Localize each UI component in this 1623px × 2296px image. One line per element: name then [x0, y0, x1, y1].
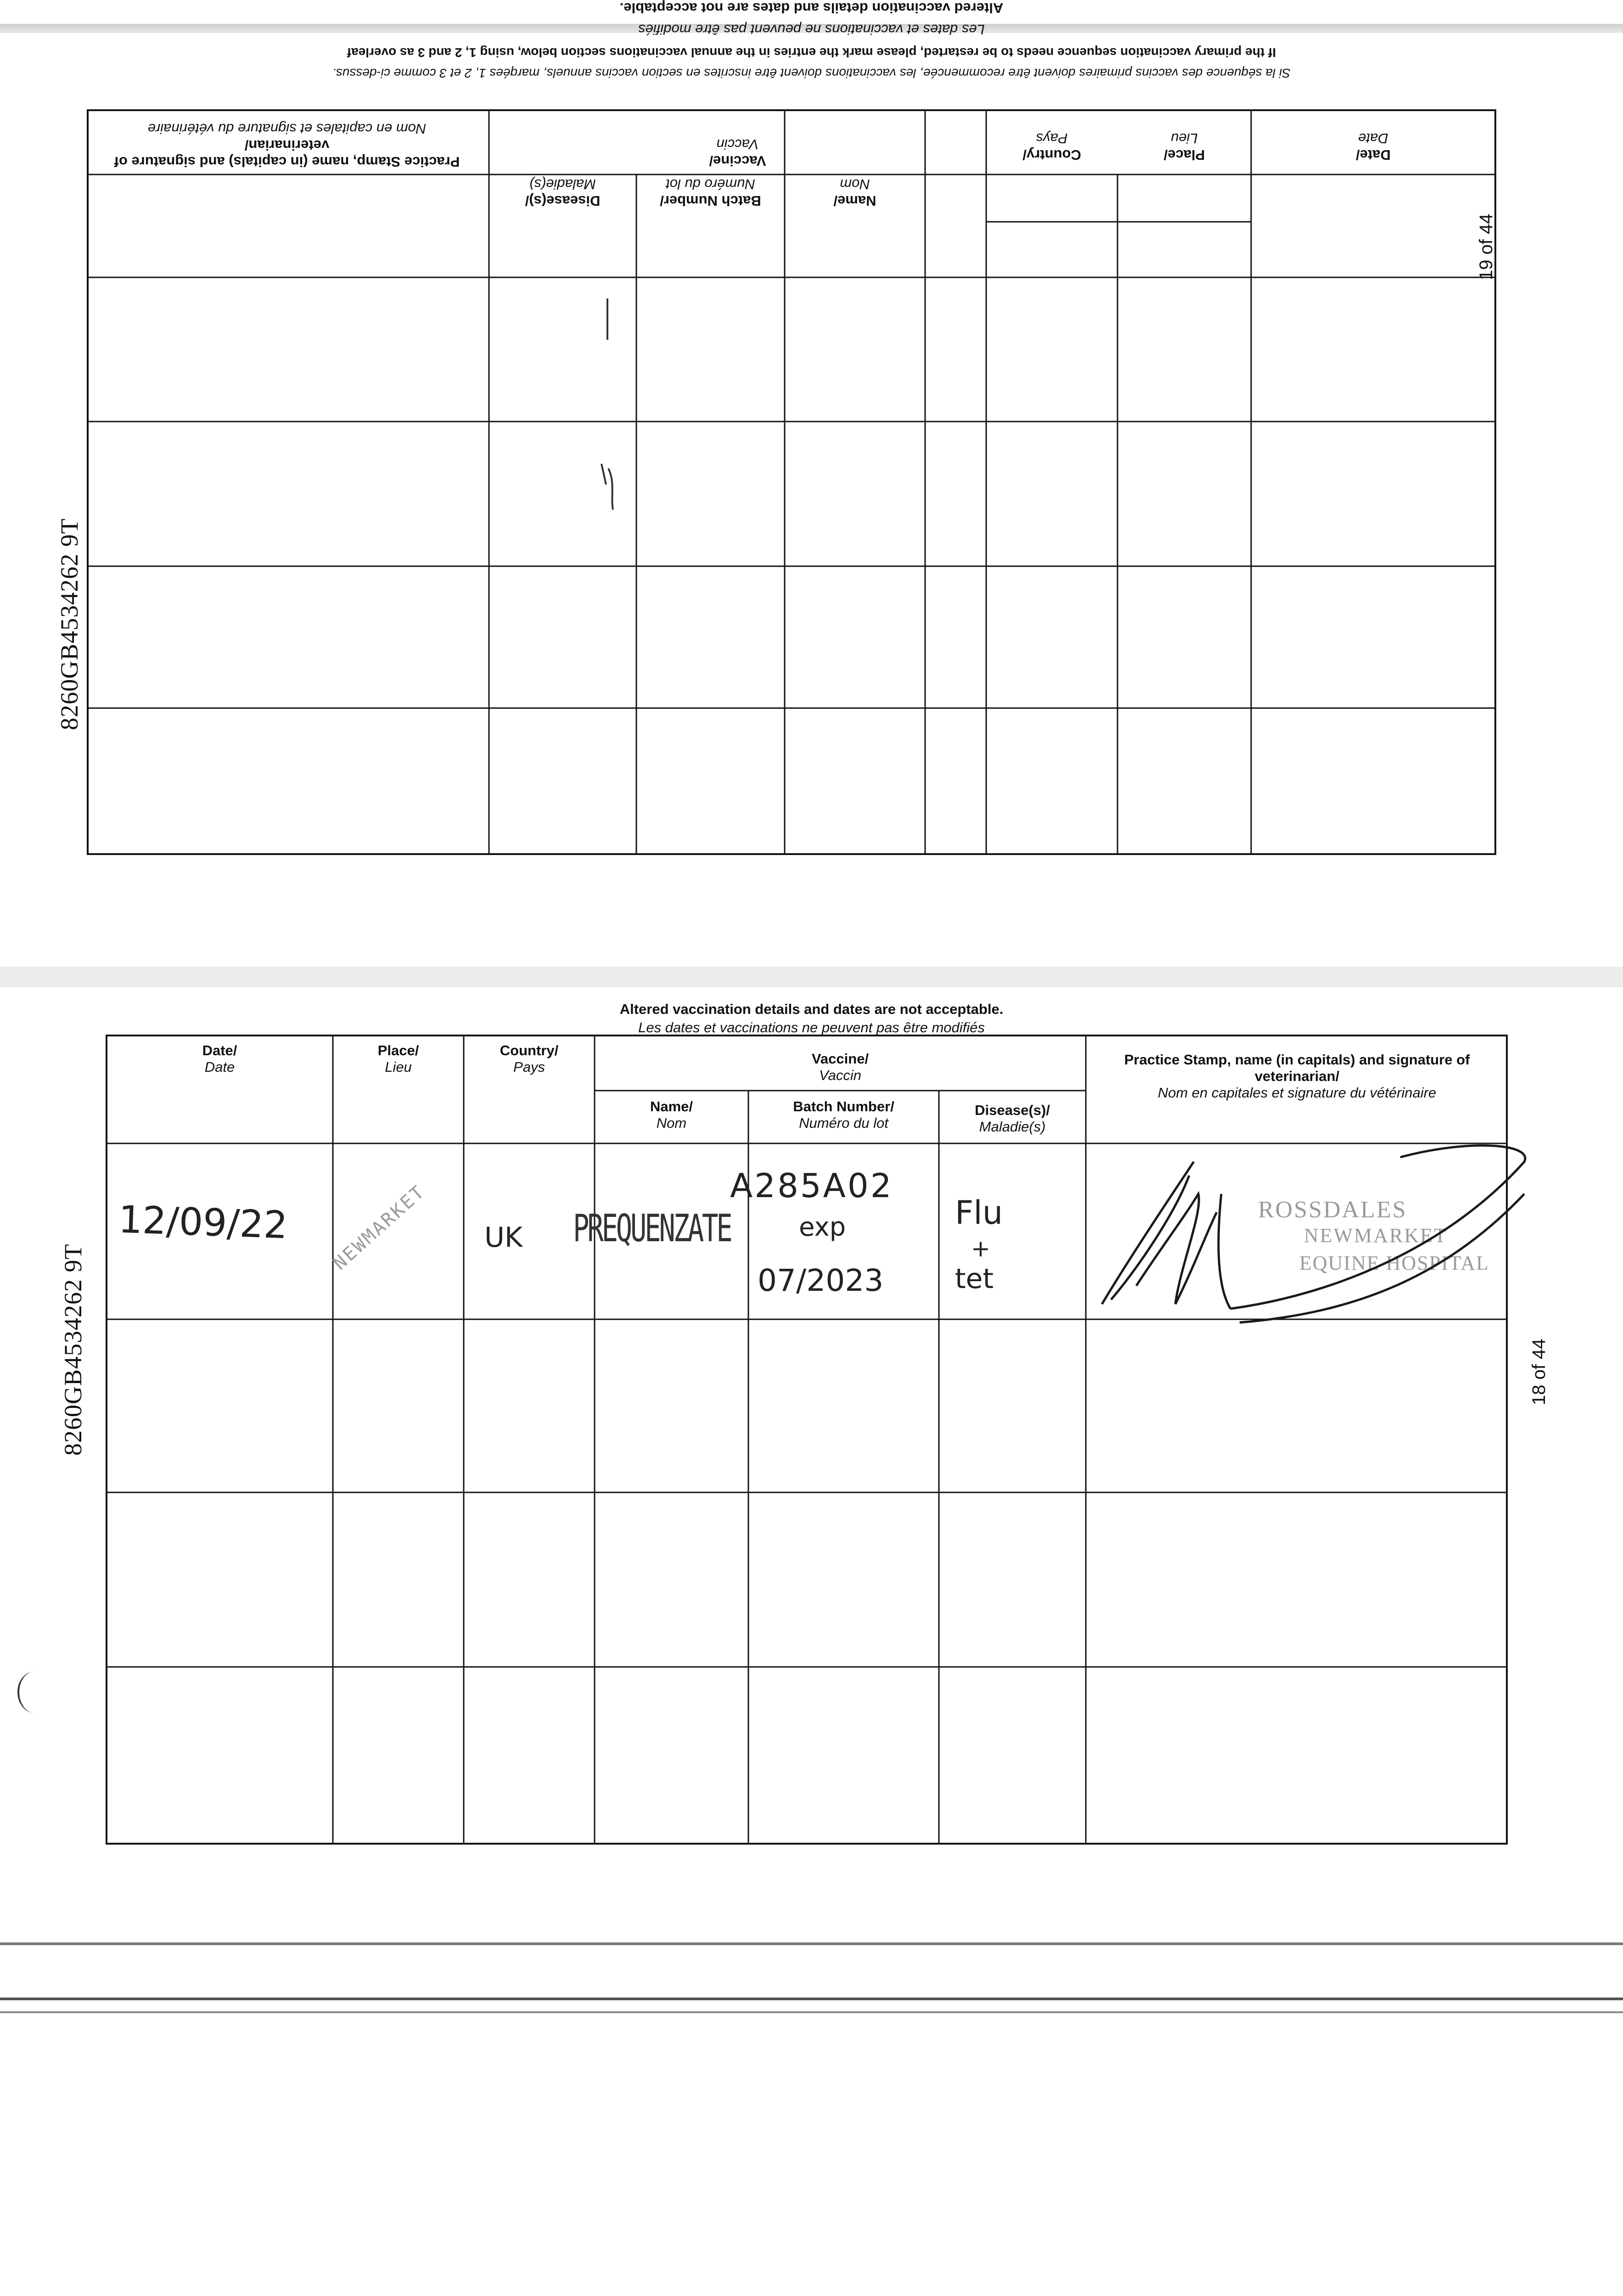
entry-practice-stamp-line2: NEWMARKET: [1304, 1224, 1448, 1247]
entry-country: UK: [484, 1221, 523, 1254]
entry-batch-line1: A285A02: [730, 1166, 893, 1205]
upper-header-place: Place/ Lieu: [1163, 130, 1205, 163]
entry-practice-stamp-line1: ROSSDALES: [1258, 1197, 1407, 1223]
upper-instruction-bold: If the primary vaccination sequence needs to be restarted, please mark the entries in the annual vaccinations section below, using 1, 2 and 3 as overleaf: [347, 45, 1276, 60]
entry-practice-stamp-line3: EQUINE HOSPITAL: [1299, 1252, 1489, 1274]
lower-page-number: 18 of 44: [1529, 1339, 1549, 1405]
entry-disease-line2: +: [971, 1235, 990, 1262]
upper-notice-bold: Altered vaccination details and dates are not acceptable.: [619, 0, 1004, 16]
lower-header-name: Name/ Nom: [650, 1098, 693, 1131]
entry-date: 12/09/22: [118, 1198, 288, 1248]
upper-header-disease: Disease(s)/ Maladie(s): [525, 176, 601, 209]
lower-header-disease: Disease(s)/ Maladie(s): [975, 1102, 1050, 1135]
lower-header-country: Country/ Pays: [500, 1042, 559, 1075]
entry-batch-line2: exp: [799, 1212, 846, 1242]
entry-place-stamp: NEWMARKET: [329, 1181, 430, 1274]
document-id-upper: 8260GB4534262 9T: [56, 518, 83, 730]
upper-page-number: 19 of 44: [1476, 214, 1496, 280]
entry-batch-line3: 07/2023: [758, 1263, 884, 1298]
upper-header-country: Country/ Pays: [1022, 130, 1081, 163]
lower-header-stamp: Practice Stamp, name (in capitals) and signature of veterinarian/ Nom en capitales et signature du vétérinaire: [1124, 1052, 1470, 1101]
upper-header-stamp: Practice Stamp, name (in capitals) and signature of veterinarian/ Nom en capitales et signature du vétérinaire: [114, 121, 460, 170]
lower-header-date: Date/ Date: [202, 1042, 237, 1075]
lower-notice-bold: Altered vaccination details and dates are not acceptable.: [619, 1001, 1004, 1017]
upper-header-name: Name/ Nom: [833, 176, 876, 209]
upper-instruction-italic: Si la séquence des vaccins primaires doivent être recommencée, les vaccinations doivent être inscrites en section vaccins annuels, marqées 1, 2 et 3 comme ci-dessus.: [332, 66, 1291, 80]
upper-header-vaccine: Vaccine/ Vaccin: [709, 136, 766, 169]
lower-header-vaccine: Vaccine/ Vaccin: [811, 1051, 869, 1083]
lower-header-batch: Batch Number/ Numéro du lot: [793, 1098, 894, 1131]
upper-header-batch: Batch Number/ Numéro du lot: [660, 176, 761, 209]
document-id-lower: 8260GB4534262 9T: [59, 1244, 87, 1456]
entry-disease-line3: tet: [955, 1263, 994, 1295]
entry-disease-line1: Flu: [955, 1194, 1003, 1232]
upper-notice-italic: Les dates et vaccinations ne peuvent pas être modifiés: [638, 22, 985, 38]
lower-notice-italic: Les dates et vaccinations ne peuvent pas être modifiés: [638, 1019, 985, 1035]
upper-header-date: Date/ Date: [1356, 130, 1391, 163]
lower-header-place: Place/ Lieu: [377, 1042, 419, 1075]
entry-vaccine-name: PREQUENZATE: [573, 1207, 731, 1250]
